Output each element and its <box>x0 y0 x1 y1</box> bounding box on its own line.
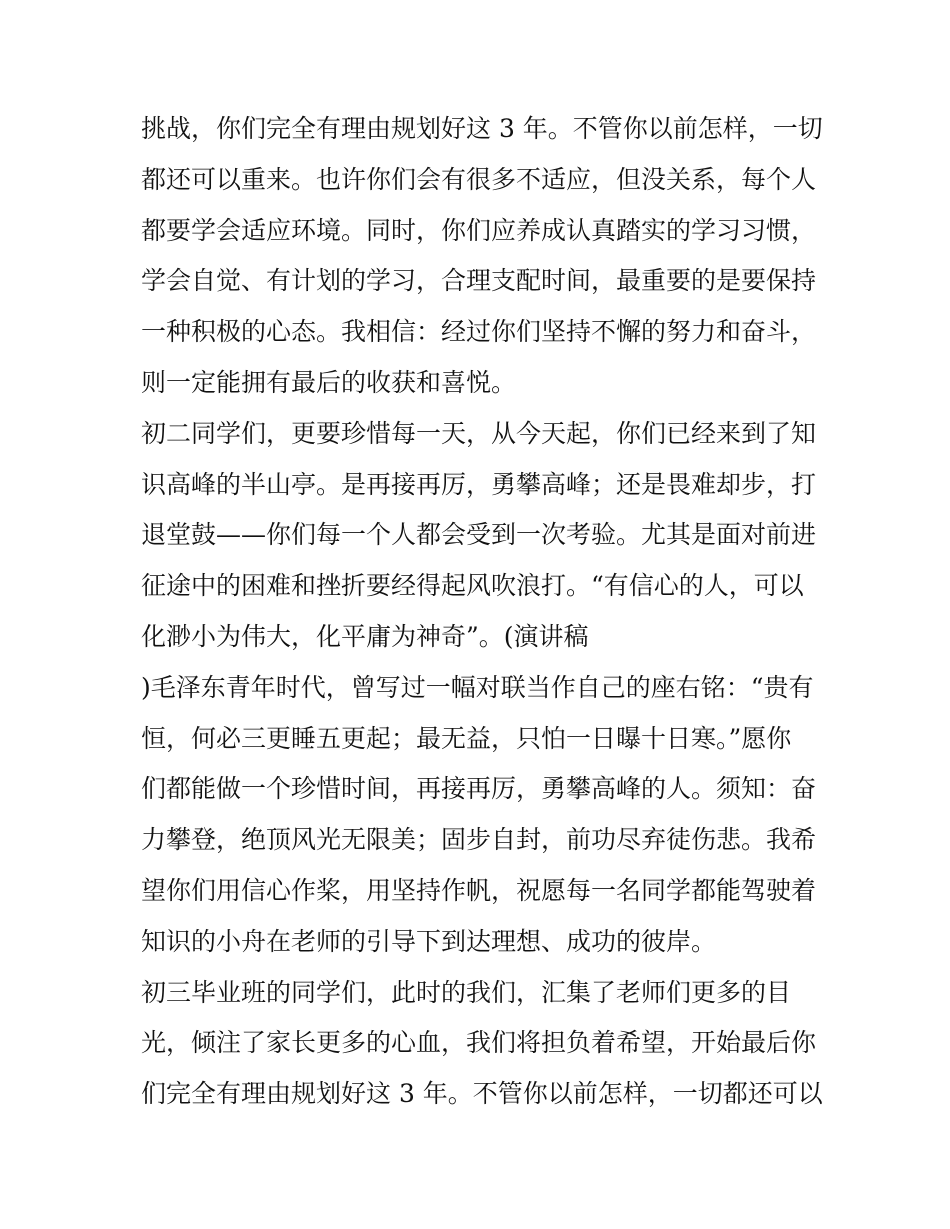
text-line: 望你们用信心作桨，用坚持作帆，祝愿每一名同学都能驾驶着 <box>141 875 817 905</box>
text-line: 知识的小舟在老师的引导下到达理想、成功的彼岸。 <box>141 926 717 956</box>
text-line: 退堂鼓——你们每一个人都会受到一次考验。尤其是面对前进 <box>141 520 817 550</box>
text-line: 力攀登，绝顶风光无限美；固步自封，前功尽弃徒伤悲。我希 <box>141 825 817 855</box>
text-line: 识高峰的半山亭。是再接再厉，勇攀高峰；还是畏难却步，打 <box>141 469 817 499</box>
text-line: 则一定能拥有最后的收获和喜悦。 <box>141 367 517 397</box>
text-line: )毛泽东青年时代，曾写过一幅对联当作自己的座右铭：“贵有 <box>141 672 814 702</box>
text-line: 都还可以重来。也许你们会有很多不适应，但没关系，每个人 <box>141 164 817 194</box>
text-line: 征途中的困难和挫折要经得起风吹浪打。“有信心的人，可以 <box>141 571 804 601</box>
text-line: 学会自觉、有计划的学习，合理支配时间，最重要的是要保持 <box>141 266 817 296</box>
text-line: 光，倾注了家长更多的心血，我们将担负着希望，开始最后你 <box>141 1028 817 1058</box>
text-line: 初二同学们，更要珍惜每一天，从今天起，你们已经来到了知 <box>141 418 817 448</box>
text-line: 一种积极的心态。我相信：经过你们坚持不懈的努力和奋斗， <box>141 317 817 347</box>
text-line: 化渺小为伟大，化平庸为神奇”。(演讲稿 <box>141 621 589 651</box>
text-line: 们完全有理由规划好这 3 年。不管你以前怎样，一切都还可以 <box>141 1079 823 1109</box>
text-line: 恒，何必三更睡五更起；最无益，只怕一日曝十日寒。”愿你 <box>141 723 792 753</box>
text-line: 们都能做一个珍惜时间，再接再厉，勇攀高峰的人。须知：奋 <box>141 774 817 804</box>
body-text <box>141 104 821 1120</box>
text-line: 挑战，你们完全有理由规划好这 3 年。不管你以前怎样，一切 <box>141 114 823 143</box>
text-line: 初三毕业班的同学们，此时的我们，汇集了老师们更多的目 <box>141 977 792 1007</box>
text-line: 都要学会适应环境。同时，你们应养成认真踏实的学习习惯， <box>141 215 817 245</box>
